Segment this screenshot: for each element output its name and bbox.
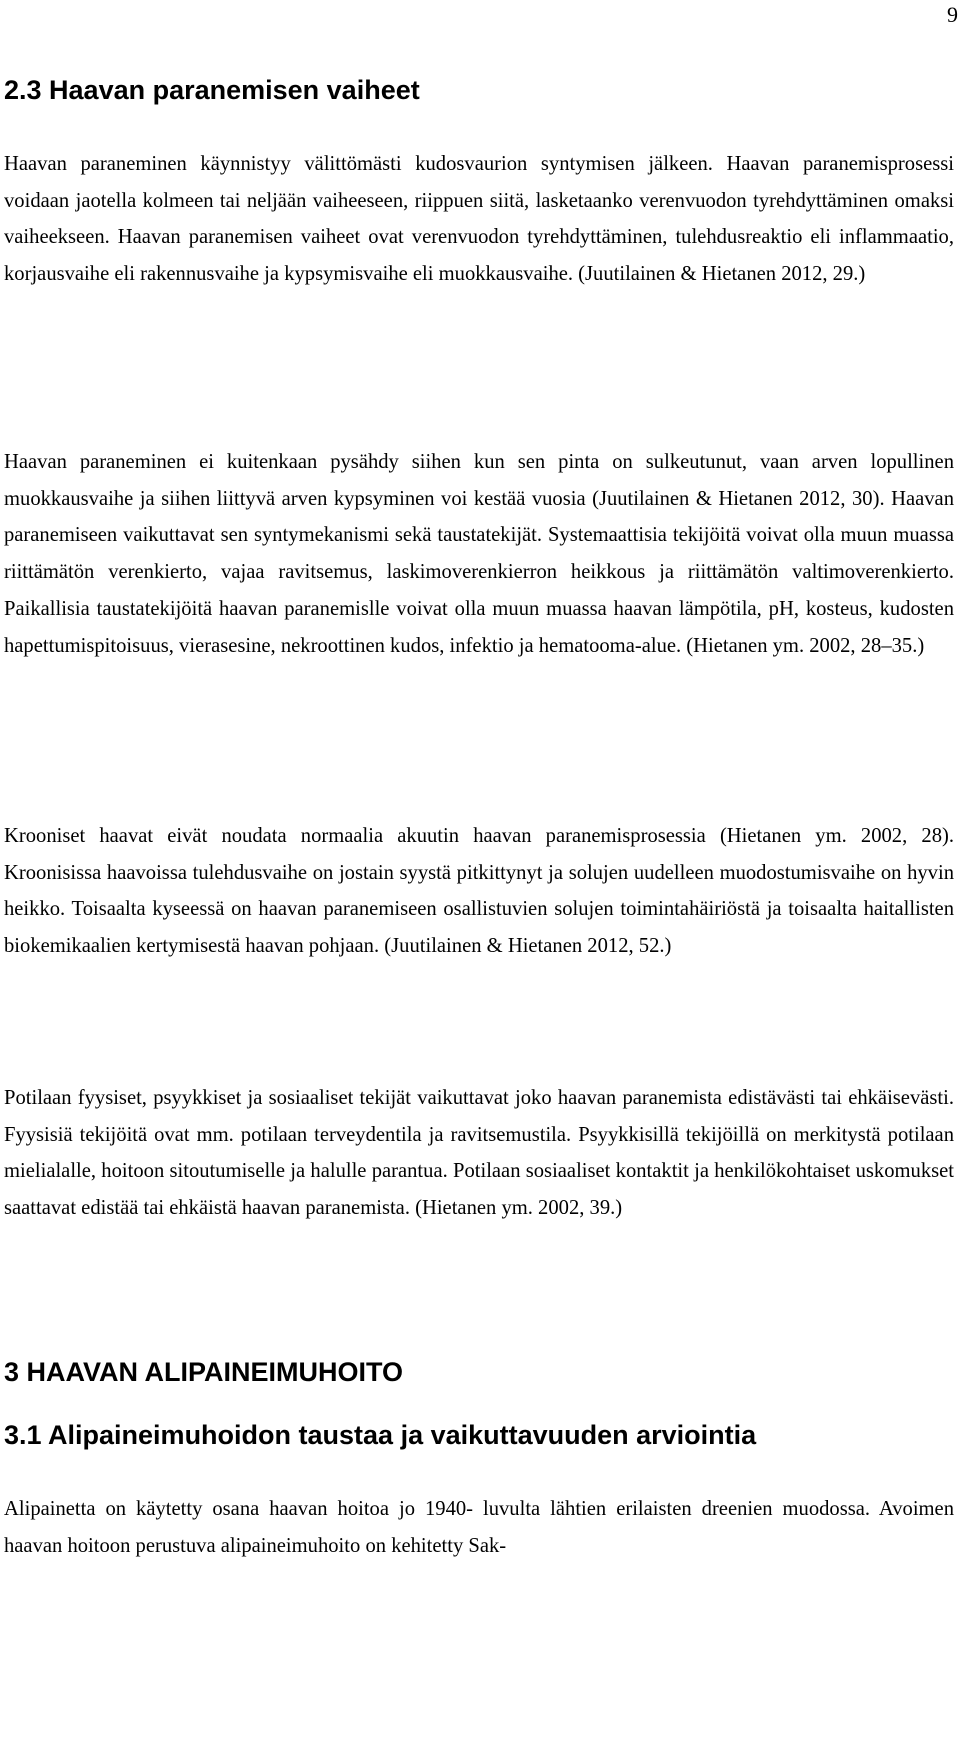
page-number: 9 xyxy=(947,2,958,27)
paragraph-chronic-wounds: Krooniset haavat eivät noudata normaalia akuutin haavan paranemisprosessia (Hietanen ym. 2002, 28). Kroonisissa haavoissa tulehdusvaihe on jostain syystä pitkittynyt ja solujen uudelleen muodostumisvaihe on hyvin heikko. Toisaalta kyseessä on haavan paranemiseen osallistuvien solujen toimintahäiriöstä ja toisaalta haitallisten biokemikaalien kertymisestä haavan pohjaan. (Juutilainen & Hietanen 2012, 52.) xyxy=(4,825,954,958)
subsection-heading: 3.1 Alipaineimuhoidon taustaa ja vaikuttavuuden arviointia xyxy=(4,1420,757,1450)
paragraph-wound-healing-phases: Haavan paraneminen käynnistyy välittömästi kudosvaurion syntymisen jälkeen. Haavan paranemisprosessi voidaan jaotella kolmeen tai neljään vaiheeseen, riippuen siitä, lasketaanko verenvuodon tyrehdyttäminen omaksi vaiheekseen. Haavan paranemisen vaiheet ovat verenvuodon tyrehdyttäminen, tulehdusreaktio eli inflammaatio, korjausvaihe eli rakennusvaihe ja kypsymisvaihe eli muokkausvaihe. (Juutilainen & Hietanen 2012, 29.) xyxy=(4,153,954,286)
chapter-heading: 3 HAAVAN ALIPAINEIMUHOITO xyxy=(4,1357,404,1387)
paragraph-patient-factors: Potilaan fyysiset, psyykkiset ja sosiaaliset tekijät vaikuttavat joko haavan paranemista edistävästi tai ehkäisevästi. Fyysisiä tekijöitä ovat mm. potilaan terveydentila ja ravitsemustila. Psyykkisillä tekijöillä on merkitystä potilaan mielialalle, hoitoon sitoutumiselle ja halulle parantua. Potilaan sosiaaliset kontaktit ja henkilökohtaiset uskomukset saattavat edistää tai ehkäistä haavan paranemista. (Hietanen ym. 2002, 39.) xyxy=(4,1087,954,1220)
section-heading: 2.3 Haavan paranemisen vaiheet xyxy=(4,75,420,105)
paragraph-healing-factors: Haavan paraneminen ei kuitenkaan pysähdy siihen kun sen pinta on sulkeutunut, vaan arven lopullinen muokkausvaihe ja siihen liittyvä arven kypsyminen voi kestää vuosia (Juutilainen & Hietanen 2012, 30). Haavan paranemiseen vaikuttavat sen syntymekanismi sekä taustatekijät. Systemaattisia tekijöitä voivat olla muun muassa riittämätön verenkierto, vajaa ravitsemus, laskimoverenkierron heikkous ja riittämätön valtimoverenkierto. Paikallisia taustatekijöitä haavan paranemislle voivat olla muun muassa haavan lämpötila, pH, kosteus, kudosten hapettumispitoisuus, vierasesine, nekroottinen kudos, infektio ja hematooma-alue. (Hietanen ym. 2002, 28–35.) xyxy=(4,451,954,657)
paragraph-negative-pressure-history: Alipainetta on käytetty osana haavan hoitoa jo 1940- luvulta lähtien erilaisten dreenien muodossa. Avoimen haavan hoitoon perustuva alipaineimuhoito on kehitetty Sak- xyxy=(4,1498,954,1557)
